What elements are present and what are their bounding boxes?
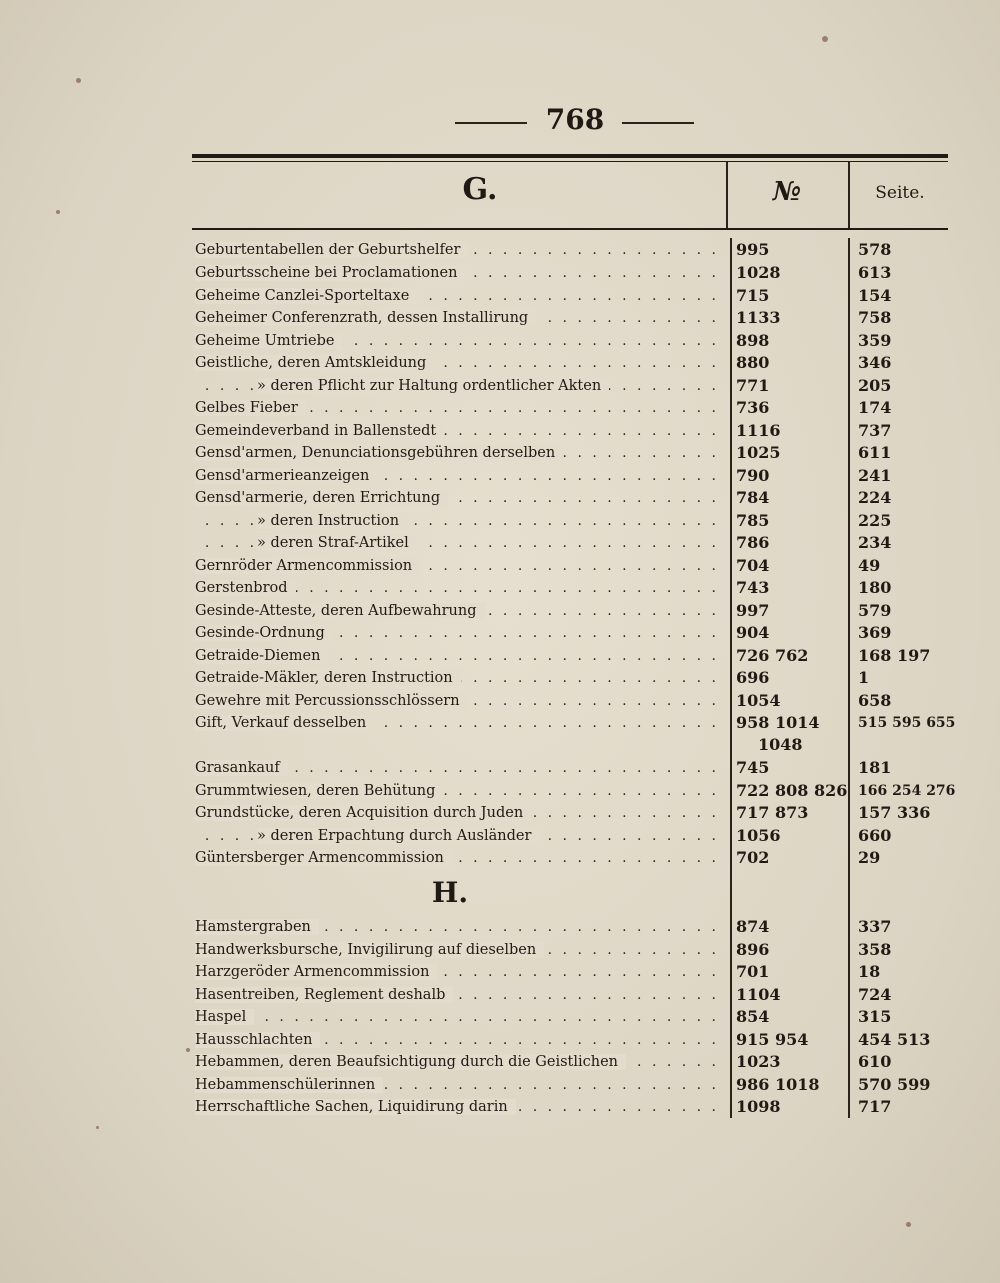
entry-term-text: Hasentreiben, Reglement deshalb [195, 987, 453, 1003]
index-entry [0, 487, 1000, 509]
index-entry [0, 285, 1000, 307]
entry-numbers [736, 330, 844, 352]
entry-number-text: 896 [736, 940, 770, 959]
entry-pages: 611 [858, 443, 892, 462]
entry-term-text: Gerstenbrod [195, 580, 296, 596]
entry-number-text: 898 [736, 331, 770, 350]
stain-spot [56, 210, 60, 214]
index-entry [0, 600, 1000, 622]
page-number-rule-right [622, 122, 694, 124]
index-entry [0, 510, 1000, 532]
entry-pages: 658 [858, 691, 892, 710]
entry-term [195, 375, 723, 397]
section-letter-g: G. [462, 172, 498, 207]
entry-term [195, 330, 723, 352]
entry-term-text: Grundstücke, deren Acquisition durch Juden [195, 805, 531, 821]
entry-term-text: » deren Erpachtung durch Ausländer [257, 828, 539, 844]
entry-term-text: Getraide-Mäkler, deren Instruction [195, 670, 461, 686]
entry-numbers [736, 375, 844, 397]
entry-numbers [736, 487, 844, 509]
entry-numbers [736, 645, 844, 667]
index-entry [0, 780, 1000, 802]
entry-term [195, 442, 723, 464]
header-divider-right [848, 162, 850, 228]
entry-numbers [736, 939, 844, 961]
entry-pages: 225 [858, 511, 892, 530]
stain-spot [822, 36, 828, 42]
entry-numbers [736, 667, 844, 689]
entry-term [195, 916, 723, 938]
entry-term [195, 487, 723, 509]
entry-term [195, 645, 723, 667]
entry-pages: 29 [858, 848, 881, 867]
entry-numbers [736, 690, 844, 712]
index-entry [0, 1096, 1000, 1118]
index-entry [0, 577, 1000, 599]
entry-numbers [736, 577, 844, 599]
entry-term-text: Handwerksbursche, Invigilirung auf dieselben [195, 942, 544, 958]
entry-number-text: 958 1014 [736, 713, 820, 732]
page-column-header: Seite. [875, 183, 925, 203]
index-entry [0, 262, 1000, 284]
entry-number-text: 715 [736, 286, 770, 305]
entry-number-text: 1025 [736, 443, 781, 462]
index-entry [0, 645, 1000, 667]
entry-term [195, 802, 723, 824]
entry-term [195, 600, 723, 622]
entry-number-text: 790 [736, 466, 770, 485]
stain-spot [96, 1126, 99, 1129]
entry-number-text: 771 [736, 376, 770, 395]
index-entry [0, 690, 1000, 712]
index-entry [0, 442, 1000, 464]
entry-numbers [736, 555, 844, 577]
entry-pages: 181 [858, 758, 892, 777]
entry-numbers [736, 307, 844, 329]
index-entry [0, 712, 1000, 754]
entry-pages: 154 [858, 286, 892, 305]
index-entry [0, 1006, 1000, 1028]
entry-term [195, 780, 723, 802]
entry-term [195, 397, 723, 419]
entry-number-text: 785 [736, 511, 770, 530]
entry-numbers [736, 532, 844, 554]
entry-numbers [736, 916, 844, 938]
entry-numbers [736, 397, 844, 419]
entry-pages: 515 595 655 [858, 715, 956, 731]
entry-number-text: 743 [736, 578, 770, 597]
entry-term-text: Gensd'armerieanzeigen [195, 468, 377, 484]
entry-numbers [736, 622, 844, 644]
entry-number-text: 696 [736, 668, 770, 687]
entry-pages: 578 [858, 240, 892, 259]
entry-number-text: 784 [736, 488, 770, 507]
entry-pages: 205 [858, 376, 892, 395]
index-entry [0, 622, 1000, 644]
page-number-rule-left [455, 122, 527, 124]
entry-numbers [736, 961, 844, 983]
entry-numbers [736, 1074, 844, 1096]
entry-term [195, 825, 723, 847]
number-column-header: № [772, 177, 802, 207]
index-entry [0, 375, 1000, 397]
entry-term [195, 307, 723, 329]
entry-number-text: 717 873 [736, 803, 809, 822]
entry-term-text: Grummtwiesen, deren Behütung [195, 783, 443, 799]
entry-number-text: 786 [736, 533, 770, 552]
entry-term-text: Getraide-Diemen [195, 648, 328, 664]
entry-term-text: » deren Pflicht zur Haltung ordentlicher Akten [257, 378, 609, 394]
stain-spot [186, 1048, 190, 1052]
entry-term-text: Geburtsscheine bei Proclamationen [195, 265, 465, 281]
entry-term [195, 1074, 723, 1096]
entry-term-text: Hamstergraben [195, 919, 319, 935]
entry-number-text: 704 [736, 556, 770, 575]
entry-number-text: 1104 [736, 985, 781, 1004]
entry-term-text: Hausschlachten [195, 1032, 320, 1048]
header-bottom-rule [192, 228, 948, 230]
entry-number-text: 1056 [736, 826, 781, 845]
index-entry [0, 825, 1000, 847]
entry-number-text: 880 [736, 353, 770, 372]
entry-pages: 49 [858, 556, 881, 575]
entry-term [195, 712, 723, 734]
entry-term [195, 510, 723, 532]
table-top-rule-thin [192, 161, 948, 162]
entry-term-text: Geheime Umtriebe [195, 333, 342, 349]
index-entry [0, 532, 1000, 554]
entry-numbers [736, 1096, 844, 1118]
entry-term [195, 939, 723, 961]
entry-pages: 660 [858, 826, 892, 845]
entry-term [195, 239, 723, 261]
index-entry [0, 916, 1000, 938]
entry-numbers [736, 802, 844, 824]
entry-number-text: 1054 [736, 691, 781, 710]
entry-term-text: Herrschaftliche Sachen, Liquidirung darin [195, 1099, 516, 1115]
entry-pages: 737 [858, 421, 892, 440]
entry-term-text: Geburtentabellen der Geburtshelfer [195, 242, 468, 258]
entry-term-text: Gemeindeverband in Ballenstedt [195, 423, 444, 439]
entry-term [195, 285, 723, 307]
entry-number-text: 736 [736, 398, 770, 417]
entry-numbers [736, 465, 844, 487]
entry-pages: 166 254 276 [858, 783, 956, 799]
index-entry [0, 397, 1000, 419]
table-top-rule [192, 154, 948, 158]
entry-numbers [736, 285, 844, 307]
entry-term [195, 532, 723, 554]
entry-numbers [736, 239, 844, 261]
entry-pages: 180 [858, 578, 892, 597]
entry-numbers [736, 1051, 844, 1073]
entry-number-continuation: 1048 [758, 735, 803, 754]
entry-pages: 724 [858, 985, 892, 1004]
index-entry [0, 802, 1000, 824]
entry-numbers [736, 442, 844, 464]
index-entry [0, 420, 1000, 442]
entry-term-text: Gelbes Fieber [195, 400, 306, 416]
entry-term-text: Hebammenschülerinnen [195, 1077, 383, 1093]
entry-number-text: 1098 [736, 1097, 781, 1116]
entry-number-text: 854 [736, 1007, 770, 1026]
entry-term-text: Gewehre mit Percussionsschlössern [195, 693, 468, 709]
entry-term [195, 961, 723, 983]
entry-term [195, 984, 723, 1006]
entry-term [195, 465, 723, 487]
entry-term-text: Geheime Canzlei-Sporteltaxe [195, 288, 417, 304]
entry-numbers [736, 510, 844, 532]
index-entry [0, 757, 1000, 779]
index-entry [0, 847, 1000, 869]
index-entry [0, 465, 1000, 487]
page-number: 768 [545, 103, 605, 136]
index-entry [0, 1074, 1000, 1096]
entry-number-text: 722 808 826 [736, 781, 848, 800]
entry-term [195, 667, 723, 689]
entry-numbers [736, 984, 844, 1006]
section-letter-h: H. [431, 876, 469, 909]
entry-number-text: 1028 [736, 263, 781, 282]
entry-numbers [736, 352, 844, 374]
entry-term [195, 1051, 723, 1073]
entry-pages: 174 [858, 398, 892, 417]
entry-pages: 579 [858, 601, 892, 620]
entry-pages: 234 [858, 533, 892, 552]
entry-number-text: 1133 [736, 308, 781, 327]
entry-pages: 224 [858, 488, 892, 507]
index-entry [0, 961, 1000, 983]
entry-pages: 454 513 [858, 1030, 931, 1049]
entry-term-text: Haspel [195, 1009, 254, 1025]
index-entry [0, 307, 1000, 329]
entry-term-text: Gift, Verkauf desselben [195, 715, 374, 731]
entry-numbers [736, 600, 844, 622]
entry-term-text: Hebammen, deren Beaufsichtigung durch die Geistlichen [195, 1054, 626, 1070]
entry-pages: 369 [858, 623, 892, 642]
entry-term-text: Geistliche, deren Amtskleidung [195, 355, 434, 371]
entry-term-text: Grasankauf [195, 760, 288, 776]
entry-term-text: Güntersberger Armencommission [195, 850, 452, 866]
page-header [0, 100, 1000, 140]
index-entry [0, 939, 1000, 961]
entry-term [195, 262, 723, 284]
entry-pages: 717 [858, 1097, 892, 1116]
index-entry [0, 1051, 1000, 1073]
entry-pages: 1 [858, 668, 870, 687]
entry-term-text: » deren Instruction [257, 513, 407, 529]
entry-term-text: Gesinde-Ordnung [195, 625, 333, 641]
entry-term-text: Gernröder Armencommission [195, 558, 420, 574]
index-entry [0, 667, 1000, 689]
index-entry [0, 984, 1000, 1006]
entry-numbers [736, 420, 844, 442]
entry-term [195, 555, 723, 577]
entry-pages: 18 [858, 962, 881, 981]
entry-pages: 358 [858, 940, 892, 959]
entry-numbers [736, 712, 844, 754]
stain-spot [906, 1222, 911, 1227]
entry-pages: 359 [858, 331, 892, 350]
entry-numbers [736, 262, 844, 284]
entry-term [195, 352, 723, 374]
entry-number-text: 702 [736, 848, 770, 867]
entry-term [195, 1029, 723, 1051]
stain-spot [76, 78, 81, 83]
header-divider-left [726, 162, 728, 228]
entry-term-text: Geheimer Conferenzrath, dessen Installirung [195, 310, 536, 326]
entry-number-text: 986 1018 [736, 1075, 820, 1094]
entry-number-text: 1023 [736, 1052, 781, 1071]
entry-pages: 168 197 [858, 646, 931, 665]
entry-pages: 157 336 [858, 803, 931, 822]
entry-number-text: 701 [736, 962, 770, 981]
entry-term [195, 420, 723, 442]
entry-term-text: » deren Straf-Artikel [257, 535, 417, 551]
entry-pages: 613 [858, 263, 892, 282]
index-entry [0, 352, 1000, 374]
entry-term-text: Harzgeröder Armencommission [195, 964, 437, 980]
entry-pages: 610 [858, 1052, 892, 1071]
entry-term-text: Gesinde-Atteste, deren Aufbewahrung [195, 603, 485, 619]
index-entry [0, 330, 1000, 352]
index-entry [0, 239, 1000, 261]
entry-term [195, 847, 723, 869]
entry-pages: 346 [858, 353, 892, 372]
entry-number-text: 874 [736, 917, 770, 936]
entry-pages: 758 [858, 308, 892, 327]
entry-term [195, 757, 723, 779]
entry-pages: 241 [858, 466, 892, 485]
entry-pages: 570 599 [858, 1075, 931, 1094]
index-entry [0, 1029, 1000, 1051]
entry-numbers [736, 1006, 844, 1028]
entry-number-text: 995 [736, 240, 770, 259]
entry-numbers [736, 757, 844, 779]
entry-numbers [736, 825, 844, 847]
entry-term [195, 690, 723, 712]
entry-term-text: Gensd'armen, Denunciationsgebühren derselben [195, 445, 563, 461]
entry-number-text: 997 [736, 601, 770, 620]
entry-numbers [736, 1029, 844, 1051]
entry-number-text: 915 954 [736, 1030, 809, 1049]
entry-numbers [736, 847, 844, 869]
index-entry [0, 555, 1000, 577]
entry-number-text: 726 762 [736, 646, 809, 665]
entry-number-text: 904 [736, 623, 770, 642]
entry-pages: 337 [858, 917, 892, 936]
entry-term [195, 1006, 723, 1028]
entry-term [195, 622, 723, 644]
entry-term-text: Gensd'armerie, deren Errichtung [195, 490, 448, 506]
entry-numbers [736, 780, 848, 802]
entry-term [195, 1096, 723, 1118]
entry-number-text: 745 [736, 758, 770, 777]
entry-number-text: 1116 [736, 421, 781, 440]
entry-pages: 315 [858, 1007, 892, 1026]
entry-term [195, 577, 723, 599]
